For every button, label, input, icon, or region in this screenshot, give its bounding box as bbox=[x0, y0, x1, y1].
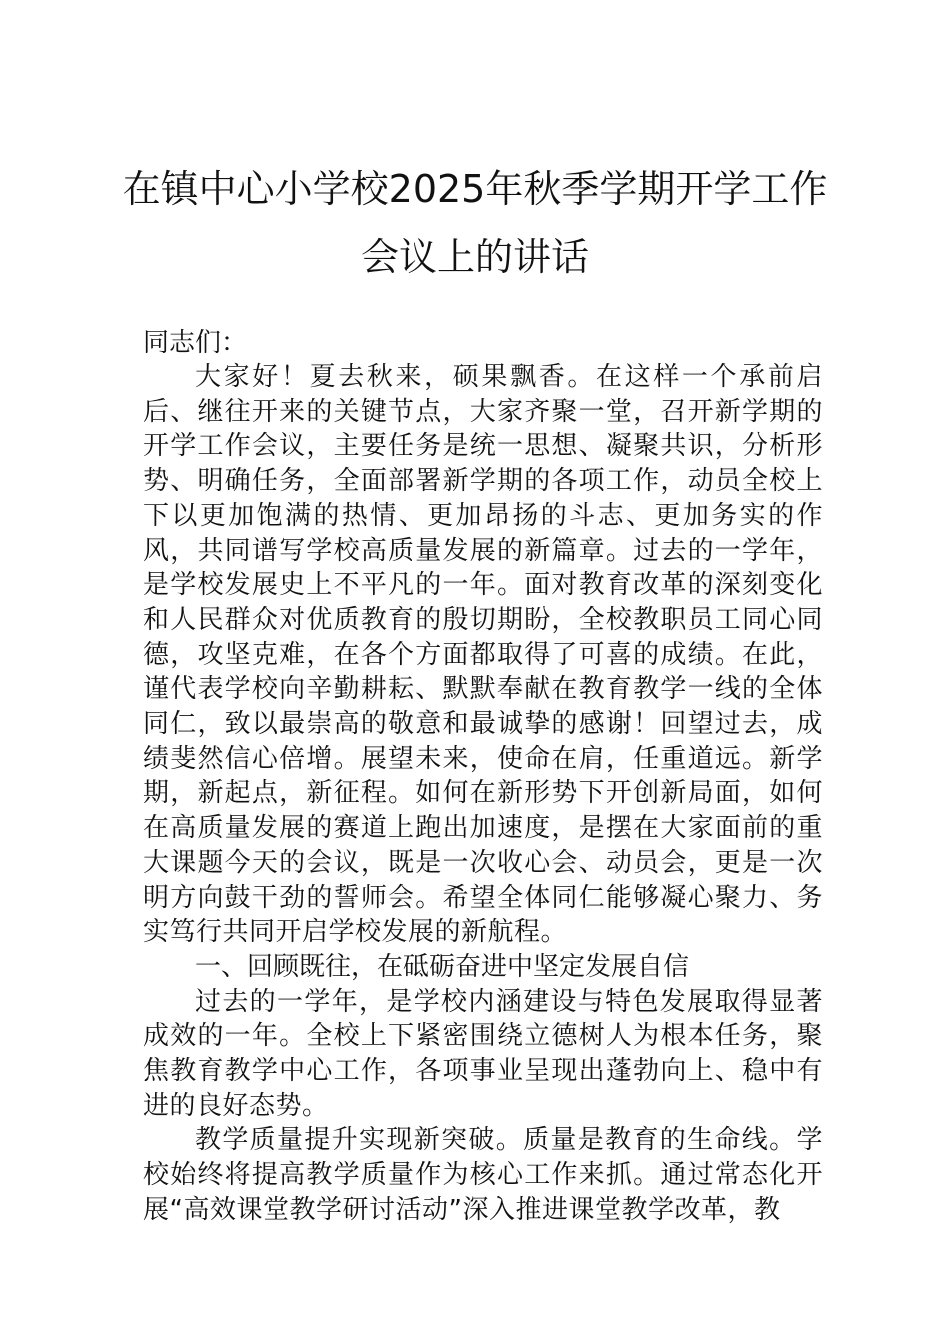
document-title-line-2: 会议上的讲话 bbox=[360, 235, 589, 279]
greeting: 同志们： bbox=[143, 328, 248, 358]
paragraph-intro: 大家好！夏去秋来，硕果飘香。在这样一个承前启后、继往开来的关键节点，大家齐聚一堂，召开新学期的开学工作会议，主要任务是统一思想、凝聚共识，分析形势、明确任务，全面部署新学期的各项工作，动员全校上下以更加饱满的热情、更加昂扬的斗志、更加务实的作风，共同谱写学校高质量发展的新篇章。过去的一学年，是学校发展史上不平凡的一年。面对教育改革的深刻变化和人民群众对优质教育的殷切期盼，全校教职员工同心同德，攻坚克难，在各个方面都取得了可喜的成绩。在此，谨代表学校向辛勤耕耘、默默奉献在教育教学一线的全体同仁，致以最崇高的敬意和最诚挚的感谢！回望过去，成绩斐然信心倍增。展望未来，使命在肩，任重道远。新学期，新起点，新征程。如何在新形势下开创新局面，如何在高质量发展的赛道上跑出加速度，是摆在大家面前的重大课题今天的会议，既是一次收心会、动员会，更是一次明方向鼓干劲的誓师会。希望全体同仁能够凝心聚力、务实笃行共同开启学校发展的新航程。 bbox=[143, 362, 823, 948]
paragraph-teaching-quality: 教学质量提升实现新突破。质量是教育的生命线。学校始终将提高教学质量作为核心工作来抓。通过常态化开展“高效课堂教学研讨活动”深入推进课堂教学改革，教 bbox=[143, 1125, 823, 1225]
document-body bbox=[143, 360, 823, 1228]
section-heading-1: 一、回顾既往，在砥砺奋进中坚定发展自信 bbox=[195, 951, 690, 982]
document-title-line-1: 在镇中心小学校2025年秋季学期开学工作 bbox=[122, 167, 828, 211]
paragraph-review: 过去的一学年，是学校内涵建设与特色发展取得显著成效的一年。全校上下紧密围绕立德树人为根本任务，聚焦教育教学中心工作，各项事业呈现出蓬勃向上、稳中有进的良好态势。 bbox=[143, 986, 823, 1121]
